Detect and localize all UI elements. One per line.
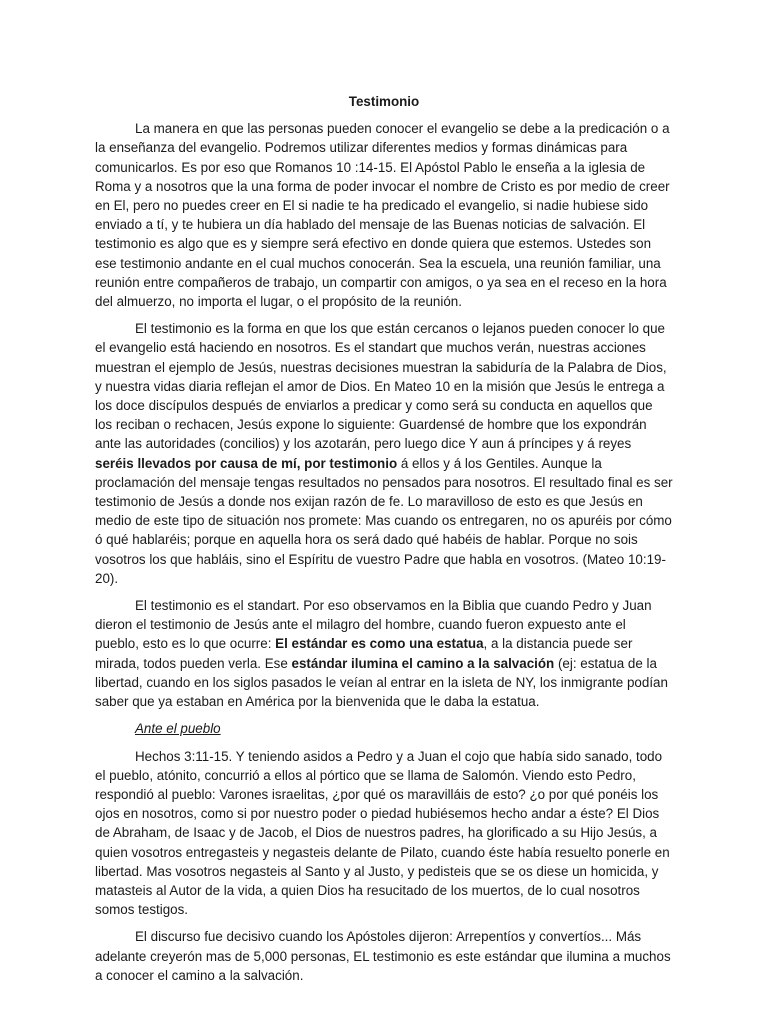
paragraph-3-text-b: , a la distancia puede ser mirada, todos pueden verla. Ese: [95, 636, 633, 671]
paragraph-2-text-a: El testimonio es la forma en que los que están cercanos o lejanos pueden conocer lo que el evangelio está haciendo en nosotros. Es el standart que muchos verán, nuestras acciones muestran el ejemplo de Jesús, nuestras decisiones muestran la sabiduría de la Palabra de Dios, y nuestra vidas diaria reflejan el amor de Dios. En Mateo 10 en la misión que Jesús le entrega a los doce discípulos después de enviarlos a predicar y como será su conducta en aquellos que los reciban o rechacen, Jesús expone lo siguiente: Guardensé de hombre que los expondrán ante las autoridades (concilios) y los azotarán, pero luego dice Y aun á príncipes y á reyes: [95, 321, 667, 452]
paragraph-5: El discurso fue decisivo cuando los Apóstoles dijeron: Arrepentíos y convertíos... Más adelante creyerón mas de 5,000 personas, EL testimonio es este estándar que ilumina a muchos a conocer el camino a la salvación.: [95, 929, 671, 983]
paragraph-3: [95, 596, 673, 711]
paragraph-3-text-c: (ej: estatua de la libertad, cuando en los siglos pasados le veían al entrar en la isleta de NY, los inmigrante podían saber que ya estaban en América por la bienvenida que le daba la estatua.: [95, 655, 668, 710]
paragraph-4: Hechos 3:11-15. Y teniendo asidos a Pedro y a Juan el cojo que había sido sanado, todo el pueblo, atónito, concurrió a ellos al pórtico que se llama de Salomón. Viendo esto Pedro, respondió al pueblo: Varones israelitas, ¿por qué os maravilláis de esto? ¿o por qué ponéis los ojos en nosotros, como si por nuestro poder o piedad hubiésemos hecho andar a éste? El Dios de Abraham, de Isaac y de Jacob, el Dios de nuestros padres, ha glorificado a su Hijo Jesús, a quien vosotros entregasteis y negasteis delante de Pilato, cuando éste había resuelto ponerle en libertad. Mas vosotros negasteis al Santo y al Justo, y pedisteis que se os diese un homicida, y matasteis al Autor de la vida, a quien Dios ha resucitado de los muertos, de lo cual nosotros somos testigos.: [95, 748, 670, 918]
section-subheading: Ante el pueblo: [135, 721, 221, 737]
paragraph-3-bold-a: El estándar es como una estatua: [275, 636, 484, 652]
document-page: [95, 92, 673, 993]
paragraph-2: [95, 319, 673, 588]
paragraph-3-bold-b: estándar ilumina el camino a la salvación: [291, 655, 555, 671]
paragraph-1: La manera en que las personas pueden conocer el evangelio se debe a la predicación o a la enseñanza del evangelio. Podremos utilizar diferentes medios y formas dinámicas para comunicarlos. Es por eso que Romanos 10 :14-15. El Apóstol Pablo le enseña a la iglesia de Roma y a nosotros que la una forma de poder invocar el nombre de Cristo es por medio de creer en El, pero no puedes creer en El si nadie te ha predicado el evangelio, si nadie hubiese sido enviado a tí, y te hubiera un día hablado del mensaje de las Buenas noticias de salvación. El testimonio es algo que es y siempre será efectivo en donde quiera que estemos. Ustedes son ese testimonio andante en el cual muchos conocerán. Sea la escuela, una reunión familiar, una reunión entre compañeros de trabajo, un compartir con amigos, o ya sea en el receso en la hora del almuerzo, no importa el lugar, o el propósito de la reunión.: [95, 121, 670, 310]
paragraph-2-bold: seréis llevados por causa de mí, por testimonio: [95, 455, 398, 471]
paragraph-2-text-b: á ellos y á los Gentiles. Aunque la proclamación del mensaje tengas resultados no pensados para nosotros. El resultado final es ser testimonio de Jesús a donde nos exijan razón de fe. Lo maravilloso de esto es que Jesús en medio de este tipo de situación nos promete: Mas cuando os entregaren, no os apuréis por cómo ó qué hablaréis; porque en aquella hora os será dado qué habéis de hablar. Porque no sois vosotros los que habláis, sino el Espíritu de vuestro Padre que habla en vosotros. (Mateo 10:19-20).: [95, 455, 673, 586]
paragraph-3-text-a: El testimonio es el standart. Por eso observamos en la Biblia que cuando Pedro y Juan dieron el testimonio de Jesús ante el milagro del hombre, cuando fueron expuesto ante el pueblo, esto es lo que ocurre:: [95, 598, 652, 652]
document-title: Testimonio: [348, 94, 420, 109]
